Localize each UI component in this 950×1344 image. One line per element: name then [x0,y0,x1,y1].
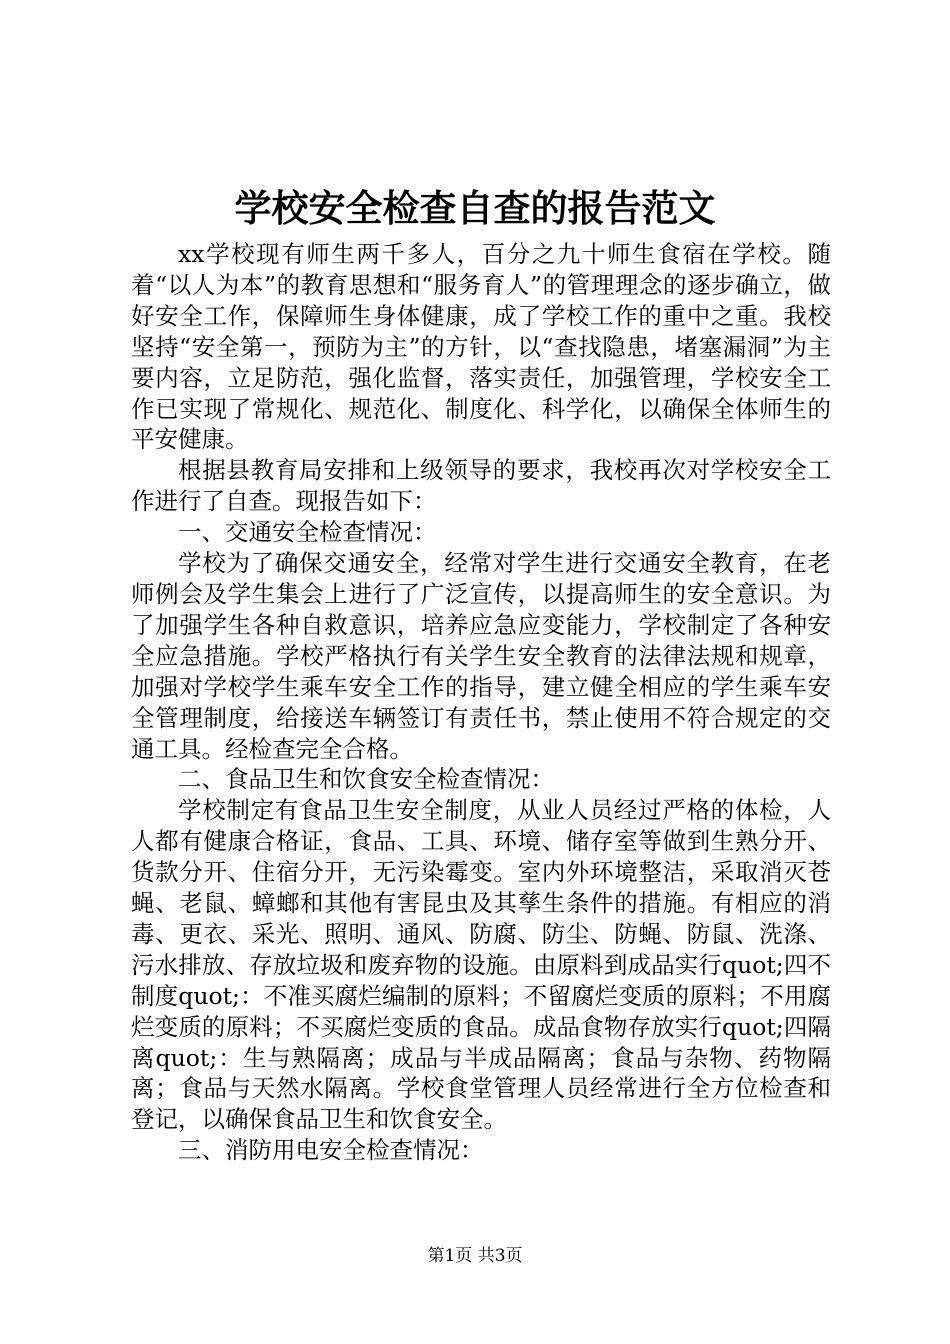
section-heading-food: 二、食品卫生和饮食安全检查情况： [178,765,554,794]
document-body [131,239,831,1166]
page-footer: 第1页 共3页 [427,1246,523,1266]
section-heading-traffic: 一、交通安全检查情况： [178,518,437,547]
report-lead-paragraph: 根据县教育局安排和上级领导的要求，我校再次对学校安全工作进行了自查。现报告如下： [131,456,831,516]
section-heading-fire-electric: 三、消防用电安全检查情况： [178,1136,484,1165]
document-title: 学校安全检查自查的报告范文 [234,186,716,230]
food-safety-paragraph: 学校制定有食品卫生安全制度，从业人员经过严格的体检，人人都有健康合格证，食品、工具、环境、储存室等做到生熟分开、货款分开、住宿分开，无污染霉变。室内外环境整洁，采取消灭苍蝇、老鼠、蟑螂和其他有害昆虫及其孳生条件的措施。有相应的消毒、更衣、采光、照明、通风、防腐、防尘、防蝇、防鼠、洗涤、污水排放、存放垃圾和废弃物的设施。由原料到成品实行quot;四不制度quot;：不准买腐烂编制的原料；不留腐烂变质的原料；不用腐烂变质的原料；不买腐烂变质的食品。成品食物存放实行quot;四隔离quot;：生与熟隔离；成品与半成品隔离；食品与杂物、药物隔离；食品与天然水隔离。学校食堂管理人员经常进行全方位检查和登记，以确保食品卫生和饮食安全。 [131,796,831,1134]
intro-paragraph: xx学校现有师生两千多人，百分之九十师生食宿在学校。随着“以人为本”的教育思想和“服务育人”的管理理念的逐步确立，做好安全工作，保障师生身体健康，成了学校工作的重中之重。我校坚持“安全第一，预防为主”的方针，以“查找隐患，堵塞漏洞”为主要内容，立足防范，强化监督，落实责任，加强管理，学校安全工作已实现了常规化、规范化、制度化、科学化，以确保全体师生的平安健康。 [131,240,831,454]
traffic-safety-paragraph: 学校为了确保交通安全，经常对学生进行交通安全教育，在老师例会及学生集会上进行了广泛宣传，以提高师生的安全意识。为了加强学生各种自救意识，培养应急应变能力，学校制定了各种安全应急措施。学校严格执行有关学生安全教育的法律法规和规章，加强对学校学生乘车安全工作的指导，建立健全相应的学生乘车安全管理制度，给接送车辆签订有责任书，禁止使用不符合规定的交通工具。经检查完全合格。 [131,549,831,763]
